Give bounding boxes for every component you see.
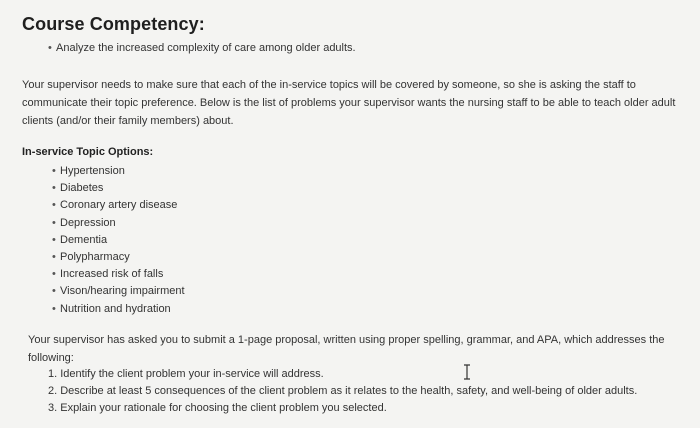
proposal-paragraph: Your supervisor has asked you to submit a 1-page proposal, written using proper spelling, grammar, and APA, which addresses the following: xyxy=(28,334,665,364)
bullet-icon: • xyxy=(52,165,56,177)
list-item xyxy=(52,266,185,283)
list-item xyxy=(52,215,185,232)
list-item xyxy=(52,232,185,249)
bullet-icon: • xyxy=(48,42,52,54)
option-text: Nutrition and hydration xyxy=(60,302,171,315)
option-text: Diabetes xyxy=(60,182,104,195)
list-item xyxy=(52,163,185,180)
option-text: Depression xyxy=(60,216,116,229)
bullet-icon: • xyxy=(52,233,56,246)
bullet-icon: • xyxy=(52,285,56,298)
option-text: Polypharmacy xyxy=(60,250,130,263)
options-heading: In-service Topic Options: xyxy=(22,146,154,158)
bullet-icon: • xyxy=(52,199,56,212)
option-text: Hypertension xyxy=(60,165,125,177)
list-item xyxy=(52,197,185,214)
requirements-list xyxy=(48,366,637,417)
option-text: Coronary artery disease xyxy=(60,199,178,212)
text-cursor-icon xyxy=(462,364,472,380)
option-text: Dementia xyxy=(60,233,108,246)
competency-item xyxy=(48,42,356,54)
list-item: 1. Identify the client problem your in-service will address. xyxy=(48,368,324,380)
bullet-icon: • xyxy=(52,302,56,315)
list-item xyxy=(52,301,185,318)
bullet-icon: • xyxy=(52,216,56,229)
bullet-icon: • xyxy=(52,268,56,281)
competency-text: Analyze the increased complexity of care among older adults. xyxy=(56,42,356,54)
option-text: Vison/hearing impairment xyxy=(60,285,185,298)
list-item xyxy=(52,249,185,266)
list-item xyxy=(52,180,185,197)
bullet-icon: • xyxy=(52,182,56,195)
bullet-icon: • xyxy=(52,250,56,263)
list-item xyxy=(52,283,185,300)
list-item: 2. Describe at least 5 consequences of the client problem as it relates to the health, safety, and well-being of older adults. xyxy=(48,385,638,397)
option-text: Increased risk of falls xyxy=(60,268,164,281)
intro-paragraph: Your supervisor needs to make sure that each of the in-service topics will be covered by someone, so she is asking the staff to communicate their topic preference. Below is the list of problems your supervisor wants the nursing staff to be able to teach older adult clients (and/or their family members) about. xyxy=(22,79,676,127)
list-item: 3. Explain your rationale for choosing the client problem you selected. xyxy=(48,402,387,414)
page-title: Course Competency: xyxy=(22,14,205,34)
options-list xyxy=(52,163,185,318)
